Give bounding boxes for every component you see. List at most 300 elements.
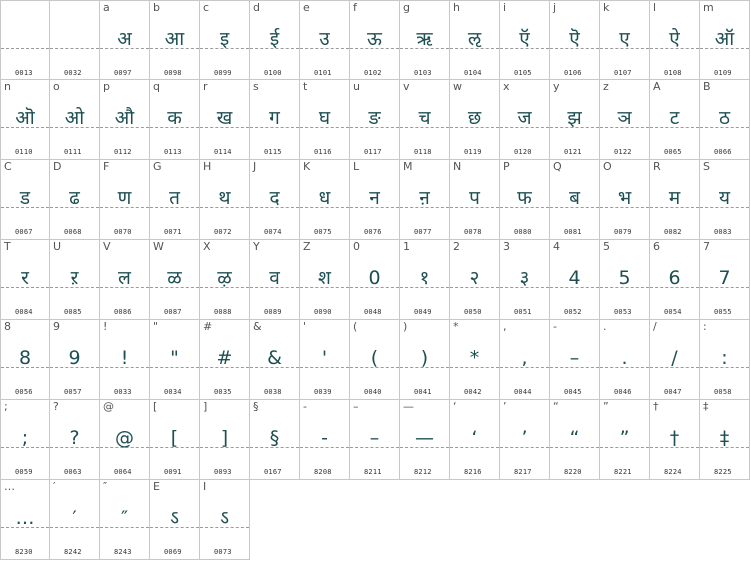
glyph-cell[interactable] [350, 320, 400, 400]
glyph-cell[interactable] [300, 0, 350, 80]
glyph-cell[interactable] [350, 0, 400, 80]
glyph-key-label: A [653, 80, 661, 93]
char-code: 0084 [15, 308, 33, 316]
glyph-cell[interactable] [200, 480, 250, 560]
glyph-cell[interactable] [500, 320, 550, 400]
glyph-preview: भ [617, 187, 632, 209]
glyph-cell[interactable] [100, 400, 150, 480]
glyph-preview: – [569, 347, 580, 369]
glyph-cell[interactable] [300, 160, 350, 240]
glyph-cell[interactable] [400, 400, 450, 480]
glyph-key-label: p [103, 80, 110, 93]
glyph-key-label: ] [203, 400, 208, 413]
glyph-key-label: @ [103, 400, 114, 413]
glyph-preview: श [318, 267, 331, 289]
char-code: 0070 [114, 228, 132, 236]
glyph-cell[interactable] [250, 400, 300, 480]
glyph-preview: ण [117, 187, 132, 209]
glyph-cell[interactable] [600, 160, 650, 240]
glyph-key-label: X [203, 240, 211, 253]
glyph-preview: ” [619, 427, 630, 449]
glyph-cell[interactable] [100, 0, 150, 80]
glyph-preview [1, 21, 49, 57]
glyph-cell[interactable] [550, 320, 600, 400]
glyph-preview: फ [517, 187, 532, 209]
glyph-cell[interactable] [500, 160, 550, 240]
glyph-preview: “ [569, 427, 580, 449]
char-code: 0052 [564, 308, 582, 316]
glyph-key-label: * [453, 320, 459, 333]
glyph-preview: 8 [18, 347, 32, 369]
glyph-preview: 9 [68, 347, 81, 369]
glyph-cell[interactable] [450, 400, 500, 480]
glyph-cell[interactable] [200, 400, 250, 480]
glyph-key-label: 8 [4, 320, 11, 333]
char-code: 8230 [15, 548, 33, 556]
glyph-key-label: S [703, 160, 710, 173]
glyph-cell[interactable] [700, 320, 750, 400]
glyph-cell[interactable] [0, 0, 50, 80]
glyph-key-label: F [103, 160, 110, 173]
glyph-cell[interactable] [650, 320, 700, 400]
glyph-cell[interactable] [550, 400, 600, 480]
glyph-preview: . [621, 347, 628, 369]
glyph-key-label: " [153, 320, 159, 333]
glyph-key-label: , [503, 320, 507, 333]
glyph-key-label: Z [303, 240, 311, 253]
char-code: 0035 [214, 388, 232, 396]
glyph-preview: ’ [521, 427, 528, 449]
glyph-preview: ऑ [714, 28, 735, 50]
glyph-preview: ऽ [170, 507, 179, 529]
char-code: 0048 [364, 308, 382, 316]
glyph-preview: अ [117, 28, 132, 50]
glyph-cell[interactable] [100, 240, 150, 320]
glyph-preview: ″ [120, 507, 129, 529]
glyph-preview: & [267, 347, 282, 369]
glyph-key-label: Y [253, 240, 260, 253]
char-code: 0041 [414, 388, 432, 396]
glyph-key-label: † [653, 400, 659, 413]
glyph-preview: / [671, 347, 678, 369]
glyph-preview: ढ [69, 187, 80, 209]
glyph-key-label: ' [303, 320, 307, 333]
glyph-cell[interactable] [700, 240, 750, 320]
glyph-cell[interactable] [600, 240, 650, 320]
glyph-cell[interactable] [300, 80, 350, 160]
char-code: 0115 [264, 148, 282, 156]
glyph-key-label: D [53, 160, 62, 173]
char-code: 0109 [714, 69, 732, 77]
glyph-cell[interactable] [100, 480, 150, 560]
glyph-preview: ऩ [419, 187, 430, 209]
glyph-preview: म [668, 187, 681, 209]
char-code: 0057 [64, 388, 82, 396]
glyph-preview: ओ [64, 107, 85, 129]
glyph-cell[interactable] [50, 0, 100, 80]
glyph-cell[interactable] [50, 320, 100, 400]
glyph-key-label: z [603, 80, 609, 93]
char-code: 0088 [214, 308, 232, 316]
char-code: 0013 [15, 69, 33, 77]
char-code: 0101 [314, 69, 332, 77]
glyph-cell[interactable] [200, 80, 250, 160]
glyph-preview: य [718, 187, 731, 209]
glyph-key-label: N [453, 160, 462, 173]
char-code: 0033 [114, 388, 132, 396]
glyph-cell[interactable] [400, 160, 450, 240]
glyph-cell[interactable] [100, 80, 150, 160]
glyph-key-label: ( [353, 320, 358, 333]
char-code: 0121 [564, 148, 582, 156]
char-code: 8225 [714, 468, 732, 476]
glyph-cell[interactable] [0, 240, 50, 320]
glyph-cell[interactable] [600, 0, 650, 80]
glyph-cell[interactable] [250, 0, 300, 80]
glyph-cell[interactable] [100, 160, 150, 240]
char-code: 0067 [15, 228, 33, 236]
glyph-cell[interactable] [500, 80, 550, 160]
glyph-preview: ) [420, 347, 429, 369]
glyph-preview: उ [319, 28, 330, 50]
char-code: 8211 [364, 468, 382, 476]
glyph-cell[interactable] [650, 240, 700, 320]
char-code: 0102 [364, 69, 382, 77]
char-code: 8208 [314, 468, 332, 476]
glyph-preview: झ [567, 107, 582, 129]
glyph-key-label: & [253, 320, 262, 333]
glyph-preview: 5 [618, 267, 631, 289]
char-code: 0113 [164, 148, 182, 156]
glyph-key-label: 3 [503, 240, 510, 253]
glyph-cell[interactable] [400, 0, 450, 80]
glyph-preview: ख [216, 107, 233, 129]
glyph-key-label: r [203, 80, 208, 93]
glyph-cell[interactable] [50, 480, 100, 560]
glyph-preview: ; [21, 427, 29, 449]
char-code: 0065 [664, 148, 682, 156]
glyph-cell[interactable] [550, 0, 600, 80]
char-code: 0064 [114, 468, 132, 476]
glyph-key-label: b [153, 1, 160, 14]
glyph-cell[interactable] [450, 240, 500, 320]
glyph-cell[interactable] [250, 240, 300, 320]
glyph-preview: आ [164, 28, 185, 50]
glyph-key-label: ! [103, 320, 108, 333]
char-code: 0080 [514, 228, 532, 236]
glyph-key-label: – [353, 400, 359, 413]
glyph-key-label: G [153, 160, 162, 173]
glyph-key-label: v [403, 80, 410, 93]
glyph-cell[interactable] [450, 320, 500, 400]
char-code: 0103 [414, 69, 432, 77]
glyph-preview: @ [115, 427, 134, 449]
glyph-cell[interactable] [400, 80, 450, 160]
glyph-preview: १ [419, 267, 430, 289]
glyph-key-label: “ [553, 400, 559, 413]
char-code: 0032 [64, 69, 82, 77]
char-code: 0105 [514, 69, 532, 77]
glyph-cell[interactable] [450, 80, 500, 160]
glyph-key-label: n [4, 80, 11, 93]
char-code: 8243 [114, 548, 132, 556]
glyph-cell[interactable] [200, 320, 250, 400]
glyph-cell[interactable] [0, 480, 50, 560]
glyph-key-label: g [403, 1, 410, 14]
glyph-preview: ‡ [719, 427, 730, 449]
char-code: 0058 [714, 388, 732, 396]
glyph-key-label: 1 [403, 240, 410, 253]
char-code: 0093 [214, 468, 232, 476]
glyph-cell[interactable] [600, 400, 650, 480]
char-code: 0046 [614, 388, 632, 396]
char-code: 8224 [664, 468, 682, 476]
glyph-key-label: l [653, 1, 657, 14]
glyph-cell[interactable] [700, 400, 750, 480]
char-code: 8221 [614, 468, 632, 476]
glyph-key-label: i [503, 1, 507, 14]
glyph-cell[interactable] [200, 0, 250, 80]
glyph-preview [50, 21, 99, 57]
glyph-cell[interactable] [50, 400, 100, 480]
glyph-key-label: w [453, 80, 462, 93]
char-code: 0059 [15, 468, 33, 476]
glyph-preview: छ [467, 107, 482, 129]
char-code: 0122 [614, 148, 632, 156]
glyph-cell[interactable] [400, 320, 450, 400]
char-code: 0075 [314, 228, 332, 236]
glyph-preview: [ [170, 427, 179, 449]
glyph-cell[interactable] [600, 80, 650, 160]
glyph-cell[interactable] [350, 240, 400, 320]
glyph-preview: * [469, 347, 480, 369]
glyph-preview: - [321, 427, 328, 449]
glyph-cell[interactable] [350, 400, 400, 480]
glyph-cell[interactable] [250, 320, 300, 400]
glyph-preview: इ [219, 28, 230, 50]
char-code: 0073 [214, 548, 232, 556]
glyph-key-label: W [153, 240, 164, 253]
char-code: 0120 [514, 148, 532, 156]
char-code: 0111 [64, 148, 82, 156]
glyph-cell[interactable] [700, 160, 750, 240]
glyph-preview: — [415, 427, 434, 449]
glyph-cell[interactable] [150, 480, 200, 560]
glyph-key-label: I [203, 480, 207, 493]
glyph-key-label: ) [403, 320, 408, 333]
glyph-cell[interactable] [150, 0, 200, 80]
glyph-cell[interactable] [150, 240, 200, 320]
glyph-key-label: R [653, 160, 661, 173]
glyph-cell[interactable] [0, 400, 50, 480]
glyph-key-label: a [103, 1, 110, 14]
glyph-preview: ( [370, 347, 379, 369]
char-code: 0077 [414, 228, 432, 236]
char-code: 0098 [164, 69, 182, 77]
glyph-cell[interactable] [550, 240, 600, 320]
glyph-cell[interactable] [250, 80, 300, 160]
glyph-key-label: k [603, 1, 610, 14]
glyph-cell[interactable] [700, 80, 750, 160]
glyph-preview: ड [19, 187, 31, 209]
glyph-preview: ऋ [416, 28, 433, 50]
char-code: 0045 [564, 388, 582, 396]
glyph-preview: ऴ [217, 267, 232, 289]
glyph-cell[interactable] [450, 0, 500, 80]
glyph-cell[interactable] [200, 240, 250, 320]
char-code: 0042 [464, 388, 482, 396]
glyph-preview: ऊ [367, 28, 382, 50]
glyph-preview: न [369, 187, 380, 209]
glyph-preview: ग [269, 107, 280, 129]
char-code: 0044 [514, 388, 532, 396]
glyph-cell[interactable] [0, 160, 50, 240]
glyph-cell[interactable] [300, 320, 350, 400]
glyph-cell[interactable] [0, 320, 50, 400]
glyph-cell[interactable] [250, 160, 300, 240]
glyph-key-label: ” [603, 400, 609, 413]
glyph-cell[interactable] [300, 240, 350, 320]
char-code: 0106 [564, 69, 582, 77]
glyph-key-label: : [703, 320, 707, 333]
glyph-key-label: u [353, 80, 360, 93]
char-code: 0112 [114, 148, 132, 156]
glyph-cell[interactable] [650, 0, 700, 80]
char-code: 0066 [714, 148, 732, 156]
char-code: 0051 [514, 308, 532, 316]
char-code: 0090 [314, 308, 332, 316]
char-code: 0034 [164, 388, 182, 396]
glyph-preview: # [216, 347, 233, 369]
glyph-preview: ऌ [467, 28, 482, 50]
glyph-preview: … [15, 507, 35, 529]
glyph-preview: ‘ [471, 427, 478, 449]
glyph-cell[interactable] [650, 400, 700, 480]
glyph-preview: व [269, 267, 280, 289]
glyph-cell[interactable] [200, 160, 250, 240]
char-code: 0068 [64, 228, 82, 236]
glyph-preview: ठ [718, 107, 731, 129]
glyph-key-label: ? [53, 400, 59, 413]
glyph-key-label: 6 [653, 240, 660, 253]
glyph-cell[interactable] [0, 80, 50, 160]
glyph-key-label: ″ [103, 480, 108, 493]
glyph-key-label: K [303, 160, 311, 173]
glyph-key-label: T [4, 240, 11, 253]
glyph-cell[interactable] [550, 160, 600, 240]
glyph-cell[interactable] [350, 80, 400, 160]
glyph-preview: ] [220, 427, 229, 449]
glyph-cell[interactable] [150, 160, 200, 240]
char-code: 0091 [164, 468, 182, 476]
char-code: 0049 [414, 308, 432, 316]
glyph-key-label: 2 [453, 240, 460, 253]
glyph-key-label: C [4, 160, 12, 173]
glyph-cell[interactable] [50, 240, 100, 320]
glyph-preview: , [521, 347, 528, 369]
glyph-cell[interactable] [700, 0, 750, 80]
glyph-preview: ई [269, 28, 280, 50]
glyph-cell[interactable] [150, 320, 200, 400]
glyph-key-label: e [303, 1, 310, 14]
glyph-key-label: V [103, 240, 111, 253]
glyph-preview: 0 [368, 267, 381, 289]
glyph-preview: त [169, 187, 180, 209]
char-code: 0089 [264, 308, 282, 316]
char-code: 0083 [714, 228, 732, 236]
glyph-preview: घ [318, 107, 331, 129]
glyph-key-label: O [603, 160, 612, 173]
char-code: 0074 [264, 228, 282, 236]
glyph-key-label: y [553, 80, 560, 93]
glyph-cell[interactable] [350, 160, 400, 240]
glyph-cell[interactable] [650, 160, 700, 240]
glyph-cell[interactable] [550, 80, 600, 160]
glyph-key-label: ‐ [303, 400, 307, 413]
glyph-key-label: § [253, 400, 259, 413]
glyph-key-label: x [503, 80, 510, 93]
glyph-preview: ङ [368, 107, 381, 129]
glyph-preview: ′ [72, 507, 77, 529]
char-code: 0104 [464, 69, 482, 77]
glyph-preview: : [721, 347, 728, 369]
glyph-preview: ळ [167, 267, 182, 289]
glyph-key-label: m [703, 1, 714, 14]
glyph-key-label: 4 [553, 240, 560, 253]
char-code: 8220 [564, 468, 582, 476]
glyph-key-label: J [253, 160, 257, 173]
char-code: 0097 [114, 69, 132, 77]
glyph-key-label: d [253, 1, 260, 14]
glyph-cell[interactable] [50, 80, 100, 160]
glyph-cell[interactable] [500, 400, 550, 480]
glyph-key-label: … [4, 480, 15, 493]
glyph-key-label: - [553, 320, 557, 333]
glyph-preview: ' [321, 347, 328, 369]
glyph-key-label: f [353, 1, 357, 14]
glyph-cell[interactable] [500, 240, 550, 320]
glyph-preview: ध [318, 187, 331, 209]
char-code: 0050 [464, 308, 482, 316]
glyph-cell[interactable] [50, 160, 100, 240]
char-code: 0038 [264, 388, 282, 396]
char-code: 0071 [164, 228, 182, 236]
glyph-cell[interactable] [400, 240, 450, 320]
glyph-cell[interactable] [600, 320, 650, 400]
glyph-preview: ब [569, 187, 580, 209]
glyph-cell[interactable] [150, 80, 200, 160]
glyph-key-label: t [303, 80, 308, 93]
char-code: 0063 [64, 468, 82, 476]
char-code: 0081 [564, 228, 582, 236]
char-code: 0118 [414, 148, 432, 156]
glyph-preview: क [167, 107, 182, 129]
glyph-cell[interactable] [450, 160, 500, 240]
glyph-key-label: c [203, 1, 210, 14]
char-code: 0047 [664, 388, 682, 396]
char-code: 0072 [214, 228, 232, 236]
glyph-key-label: — [403, 400, 414, 413]
glyph-key-label: o [53, 80, 60, 93]
glyph-key-label: H [203, 160, 212, 173]
glyph-preview: औ [114, 107, 135, 129]
glyph-cell[interactable] [650, 80, 700, 160]
glyph-cell[interactable] [150, 400, 200, 480]
char-code: 8212 [414, 468, 432, 476]
glyph-cell[interactable] [500, 0, 550, 80]
glyph-cell[interactable] [300, 400, 350, 480]
glyph-cell[interactable] [100, 320, 150, 400]
